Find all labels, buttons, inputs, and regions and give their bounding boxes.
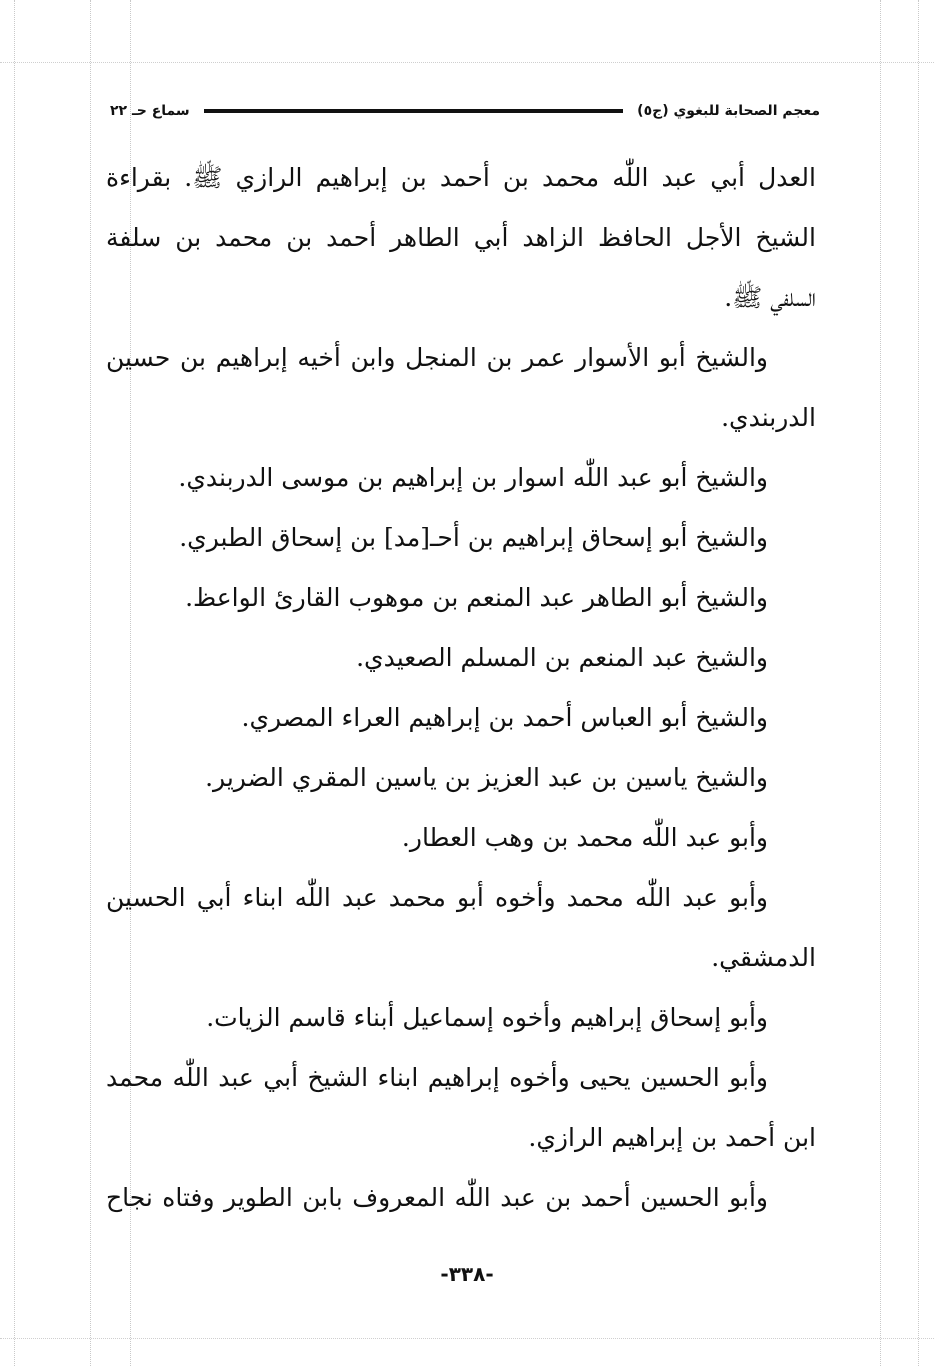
text-line: والشيخ أبو العباس أحمد بن إبراهيم العراء المصري.	[241, 703, 768, 732]
text-line: وأبو عبد اللّٰه محمد وأخوه أبو محمد عبد اللّٰه ابناء أبي الحسين	[106, 883, 768, 912]
scan-guide-line	[14, 0, 15, 1366]
text-line: والشيخ عبد المنعم بن المسلم الصعيدي.	[356, 643, 768, 672]
scan-guide-line	[880, 0, 881, 1366]
scan-guide-line	[0, 62, 934, 63]
text-line: والشيخ أبو الأسوار عمر بن المنجل وابن أخيه إبراهيم بن حسين	[106, 343, 768, 372]
text-line: الشيخ الأجل الحافظ الزاهد أبي الطاهر أحمد بن محمد بن سلفة	[106, 223, 816, 252]
text-line: وأبو إسحاق إبراهيم وأخوه إسماعيل أبناء قاسم الزيات.	[206, 1003, 768, 1032]
book-title: معجم الصحابة للبغوي (ج٥)	[637, 103, 820, 119]
text-line: الدمشقي.	[711, 943, 816, 972]
header-rule	[204, 109, 623, 113]
text-line: وأبو الحسين يحيى وأخوه إبراهيم ابناء الشيخ أبي عبد اللّٰه محمد	[106, 1063, 768, 1092]
text-line: والشيخ أبو إسحاق إبراهيم بن أحـ[مد] بن إسحاق الطبري.	[179, 523, 768, 552]
sama-label: سماع حـ ٢٢	[110, 103, 190, 119]
text-line: السلفي ﷺ.	[724, 283, 816, 312]
text-line: ابن أحمد بن إبراهيم الرازي.	[528, 1123, 816, 1152]
scan-guide-line	[90, 0, 91, 1366]
text-line: وأبو عبد اللّٰه محمد بن وهب العطار.	[401, 823, 768, 852]
text-line: والشيخ ياسين بن عبد العزيز بن ياسين المقري الضرير.	[205, 763, 768, 792]
text-line: والشيخ أبو الطاهر عبد المنعم بن موهوب القارئ الواعظ.	[185, 583, 768, 612]
text-line: العدل أبي عبد اللّٰه محمد بن أحمد بن إبراهيم الرازي ﷺ. بقراءة	[106, 163, 816, 192]
body-text	[106, 148, 816, 1228]
scan-guide-line	[918, 0, 919, 1366]
page-number: -٣٣٨-	[440, 1262, 494, 1286]
text-line: والشيخ أبو عبد اللّٰه اسوار بن إبراهيم بن موسى الدربندي.	[178, 463, 768, 492]
text-line: وأبو الحسين أحمد بن عبد اللّٰه المعروف بابن الطوير وفتاه نجاح	[106, 1183, 768, 1212]
text-line: الدربندي.	[721, 403, 816, 432]
running-header	[110, 96, 820, 126]
scan-guide-line	[0, 1338, 934, 1339]
